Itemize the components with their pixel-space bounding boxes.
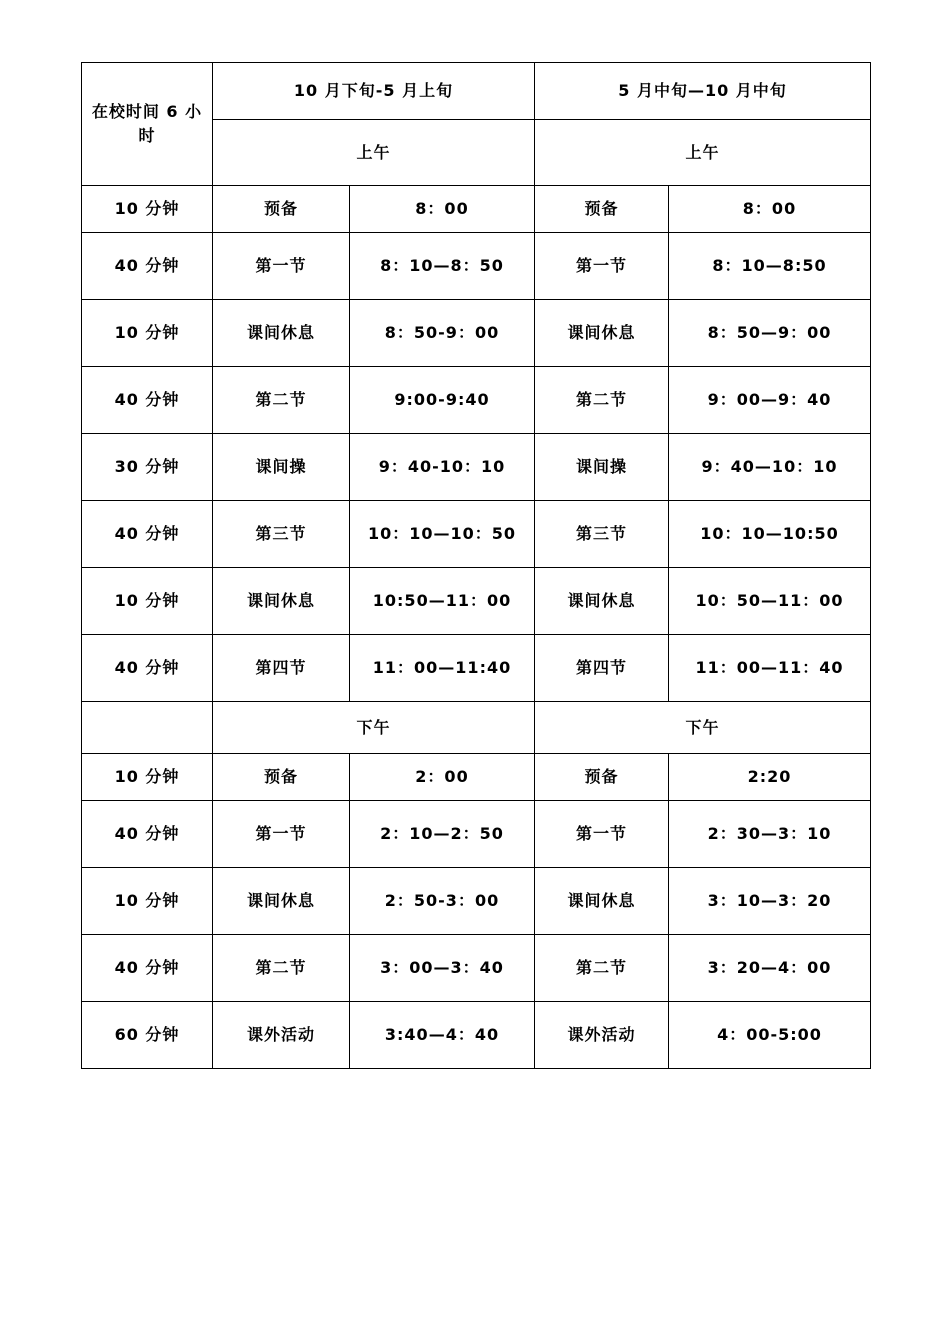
afternoon-b-header: 下午	[535, 702, 871, 754]
table-row	[82, 233, 871, 300]
time-b-cell: 10：50—11：00	[669, 568, 871, 635]
schedule-table	[81, 62, 871, 1069]
morning-a-header: 上午	[213, 120, 535, 186]
time-a-cell: 3:40—4：40	[350, 1002, 535, 1069]
table-row	[82, 635, 871, 702]
period-b-cell: 预备	[535, 186, 669, 233]
afternoon-a-header: 下午	[213, 702, 535, 754]
duration-cell: 10 分钟	[82, 568, 213, 635]
period-a-cell: 课间休息	[213, 300, 350, 367]
time-b-cell: 4：00-5:00	[669, 1002, 871, 1069]
duration-cell: 60 分钟	[82, 1002, 213, 1069]
table-row	[82, 1002, 871, 1069]
time-b-cell: 3：10—3：20	[669, 868, 871, 935]
period-b-cell: 预备	[535, 754, 669, 801]
period-a-cell: 课外活动	[213, 1002, 350, 1069]
duration-cell: 40 分钟	[82, 233, 213, 300]
time-a-cell: 2：10—2：50	[350, 801, 535, 868]
time-a-cell: 2：50-3：00	[350, 868, 535, 935]
time-a-cell: 8：00	[350, 186, 535, 233]
time-a-cell: 10:50—11：00	[350, 568, 535, 635]
time-a-cell: 8：50-9：00	[350, 300, 535, 367]
time-a-cell: 11：00—11:40	[350, 635, 535, 702]
period-b-cell: 第一节	[535, 233, 669, 300]
period-b-cell: 第四节	[535, 635, 669, 702]
table-row	[82, 801, 871, 868]
time-b-cell: 9：40—10：10	[669, 434, 871, 501]
afternoon-header-row	[82, 702, 871, 754]
period-a-cell: 第一节	[213, 801, 350, 868]
time-b-cell: 8：10—8:50	[669, 233, 871, 300]
period-a-cell: 第三节	[213, 501, 350, 568]
time-b-cell: 8：50—9：00	[669, 300, 871, 367]
period-b-cell: 第二节	[535, 367, 669, 434]
period-b-cell: 课间休息	[535, 868, 669, 935]
duration-cell: 40 分钟	[82, 367, 213, 434]
period-a-cell: 课间操	[213, 434, 350, 501]
morning-b-header: 上午	[535, 120, 871, 186]
duration-cell: 40 分钟	[82, 935, 213, 1002]
schedule-document	[81, 62, 870, 1069]
time-a-cell: 9：40-10：10	[350, 434, 535, 501]
table-row	[82, 300, 871, 367]
duration-cell: 30 分钟	[82, 434, 213, 501]
period-a-cell: 第二节	[213, 367, 350, 434]
school-hours-cell: 在校时间 6 小时	[82, 63, 213, 186]
duration-cell: 40 分钟	[82, 635, 213, 702]
duration-cell: 10 分钟	[82, 300, 213, 367]
period-a-cell: 课间休息	[213, 868, 350, 935]
time-a-cell: 8：10—8：50	[350, 233, 535, 300]
time-b-cell: 2：30—3：10	[669, 801, 871, 868]
duration-cell: 40 分钟	[82, 801, 213, 868]
time-a-cell: 10：10—10：50	[350, 501, 535, 568]
duration-cell: 10 分钟	[82, 186, 213, 233]
period-a-cell: 课间休息	[213, 568, 350, 635]
duration-cell: 10 分钟	[82, 754, 213, 801]
season-header-row	[82, 63, 871, 120]
period-a-cell: 第一节	[213, 233, 350, 300]
table-row	[82, 754, 871, 801]
period-b-cell: 课间休息	[535, 568, 669, 635]
time-a-cell: 3：00—3：40	[350, 935, 535, 1002]
time-b-cell: 3：20—4：00	[669, 935, 871, 1002]
table-row	[82, 367, 871, 434]
period-a-cell: 预备	[213, 754, 350, 801]
time-b-cell: 11：00—11：40	[669, 635, 871, 702]
table-row	[82, 568, 871, 635]
season-b-header: 5 月中旬—10 月中旬	[535, 63, 871, 120]
period-a-cell: 预备	[213, 186, 350, 233]
table-row	[82, 935, 871, 1002]
time-b-cell: 9：00—9：40	[669, 367, 871, 434]
table-row	[82, 501, 871, 568]
duration-cell: 40 分钟	[82, 501, 213, 568]
period-b-cell: 第三节	[535, 501, 669, 568]
period-b-cell: 课外活动	[535, 1002, 669, 1069]
period-b-cell: 第二节	[535, 935, 669, 1002]
period-a-cell: 第四节	[213, 635, 350, 702]
table-row	[82, 434, 871, 501]
time-a-cell: 9:00-9:40	[350, 367, 535, 434]
time-a-cell: 2：00	[350, 754, 535, 801]
period-b-cell: 课间休息	[535, 300, 669, 367]
time-b-cell: 8：00	[669, 186, 871, 233]
period-b-cell: 第一节	[535, 801, 669, 868]
table-row	[82, 868, 871, 935]
period-a-cell: 第二节	[213, 935, 350, 1002]
duration-cell: 10 分钟	[82, 868, 213, 935]
season-a-header: 10 月下旬-5 月上旬	[213, 63, 535, 120]
table-row	[82, 186, 871, 233]
time-b-cell: 2:20	[669, 754, 871, 801]
time-b-cell: 10：10—10:50	[669, 501, 871, 568]
afternoon-duration-empty	[82, 702, 213, 754]
period-b-cell: 课间操	[535, 434, 669, 501]
